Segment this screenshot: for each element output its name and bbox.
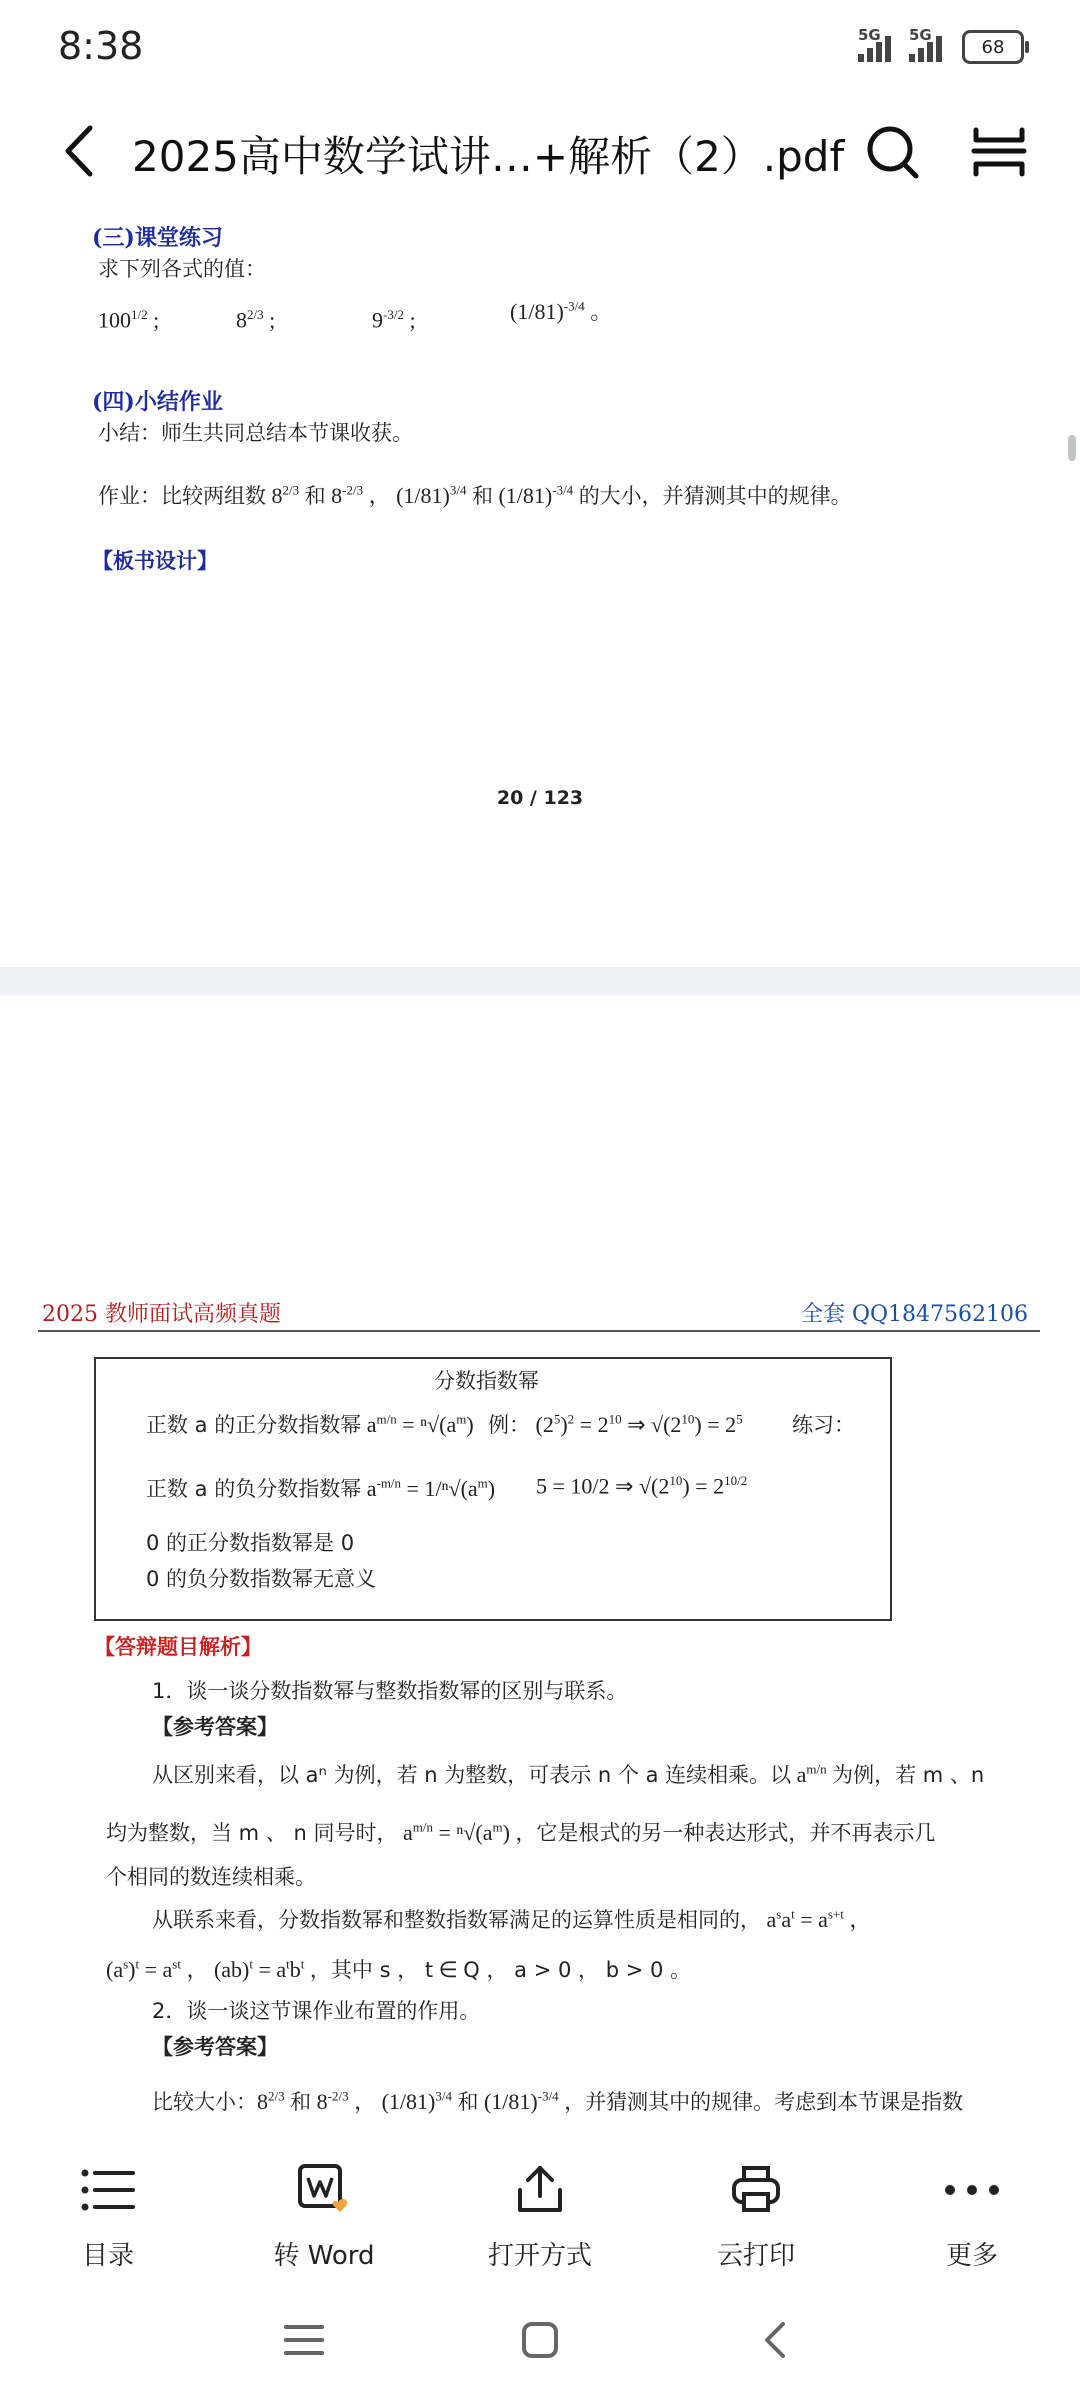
pdf-page-20: [0, 207, 1080, 967]
answer-1-line-2: 均为整数，当 m 、 n 同号时， $a^{m/n} = ^n√(a^m)$ ，它是根式的另一种表达形式，并不再表示几: [106, 1819, 936, 1845]
menu-icon: [284, 2323, 324, 2357]
box-line-3: 0 的正分数指数幂是 0: [146, 1531, 355, 1555]
list-icon: [18, 2159, 198, 2221]
board-design-heading: 【板书设计】: [92, 548, 218, 573]
printer-icon: [666, 2159, 846, 2221]
nav-back-button[interactable]: [746, 2315, 806, 2365]
answer-2-line-1: 比较大小：$8^{2/3}$ 和 $8^{-2/3}$ ， $(1/81)^{3/4}$ 和 $(1/81)^{-3/4}$ ，并猜测其中的规律。考虑到本节课是指数: [152, 2088, 964, 2114]
toolbar-item-cloud-print[interactable]: 云打印: [666, 2159, 846, 2272]
section-heading: (四)小结作业: [92, 389, 223, 415]
convert-word-icon: [234, 2159, 414, 2221]
reference-answer-label: 【参考答案】: [152, 1715, 278, 1739]
title-bar: [0, 96, 1080, 206]
pdf-viewer[interactable]: [0, 207, 1080, 2139]
status-time: 8:38: [58, 24, 144, 68]
box-example-2: 5 = 10/2 ⇒ $√(2^{10}) = 2^{10/2}$: [536, 1473, 748, 1499]
search-icon: [862, 118, 924, 184]
section-heading: (三)课堂练习: [92, 225, 223, 251]
question-2: 2．谈一谈这节课作业布置的作用。: [152, 1999, 481, 2023]
answer-1-line-4: 从联系来看，分数指数幂和整数指数幂满足的运算性质是相同的， $a^sa^t = a^{s+t}$ ，: [152, 1906, 872, 1932]
scan-icon: [968, 118, 1030, 184]
summary-text: 小结：师生共同总结本节课收获。: [98, 421, 413, 445]
pdf-page-21: [0, 995, 1080, 2139]
box-example: 例： $(2^5)^2 = 2^{10}$ ⇒ $√(2^{10}) = 2^5$: [488, 1411, 743, 1437]
home-square-icon: [520, 2320, 560, 2360]
summary-box: [94, 1357, 892, 1621]
page-header-title: 2025 教师面试高频真题: [42, 1302, 281, 1327]
box-title: 分数指数幂: [434, 1369, 539, 1393]
back-button[interactable]: [52, 118, 112, 184]
toolbar-item-contents[interactable]: 目录: [18, 2159, 198, 2272]
status-bar: [0, 0, 1080, 96]
scan-button[interactable]: [968, 118, 1030, 184]
bottom-toolbar: [0, 2139, 1080, 2279]
answer-1-line-1: 从区别来看，以 aⁿ 为例，若 n 为整数，可表示 n 个 a 连续相乘。以 $a^{m/n}$ 为例，若 m 、n: [152, 1761, 985, 1787]
expression-4: $(1/81)^{-3/4}$ 。: [510, 298, 613, 324]
page-header-contact: 全套 QQ1847562106: [800, 1302, 1028, 1327]
home-button[interactable]: [510, 2315, 570, 2365]
reference-answer-label: 【参考答案】: [152, 2035, 278, 2059]
box-line-1: 正数 a 的正分数指数幂 $a^{m/n} = ^n√(a^m)$: [146, 1411, 474, 1437]
back-chevron-icon: [761, 2320, 791, 2360]
system-nav-bar: [0, 2279, 1080, 2401]
homework-text: 作业：比较两组数 $8^{2/3}$ 和 $8^{-2/3}$ ， $(1/81)^{3/4}$ 和 $(1/81)^{-3/4}$ 的大小，并猜测其中的规律。: [98, 482, 852, 508]
toolbar-item-open-with[interactable]: 打开方式: [450, 2159, 630, 2272]
signal-icon: 5G: [858, 32, 891, 62]
toolbar-item-convert-word[interactable]: 转 Word: [234, 2159, 414, 2272]
recent-apps-button[interactable]: [274, 2315, 334, 2365]
section-prompt: 求下列各式的值：: [98, 257, 266, 281]
status-icons: [858, 26, 1024, 64]
share-icon: [450, 2159, 630, 2221]
document-title: 2025高中数学试讲…+解析（2）.pdf: [132, 132, 845, 181]
box-line-4: 0 的负分数指数幂无意义: [146, 1567, 377, 1591]
analysis-heading: 【答辩题目解析】: [94, 1634, 262, 1659]
signal-icon-2: 5G: [909, 32, 942, 62]
box-line-2: 正数 a 的负分数指数幂 $a^{-m/n} = 1/^n√(a^m)$: [146, 1475, 496, 1501]
search-button[interactable]: [862, 118, 924, 184]
more-icon: [882, 2159, 1062, 2221]
toolbar-item-more[interactable]: 更多: [882, 2159, 1062, 2272]
answer-1-line-5: $(a^s)^t = a^{st}$ ， $(ab)^t = a^tb^t$ ，其中 s ， t ∈ Q ， a > 0 ， b > 0 。: [106, 1956, 692, 1982]
page-indicator: 20 / 123: [496, 787, 584, 809]
header-divider: [38, 1330, 1040, 1332]
answer-1-line-3: 个相同的数连续相乘。: [106, 1865, 316, 1889]
expression-3: $9^{-3/2}$ ;: [372, 307, 416, 333]
box-practice: 练习：: [792, 1413, 855, 1437]
expression-1: $100^{1/2}$ ;: [98, 307, 160, 333]
back-arrow-icon: [52, 118, 112, 184]
battery-icon: 68: [962, 30, 1024, 64]
expression-2: $8^{2/3}$ ;: [236, 307, 276, 333]
scrollbar-thumb[interactable]: [1068, 435, 1076, 461]
question-1: 1．谈一谈分数指数幂与整数指数幂的区别与联系。: [152, 1679, 628, 1703]
